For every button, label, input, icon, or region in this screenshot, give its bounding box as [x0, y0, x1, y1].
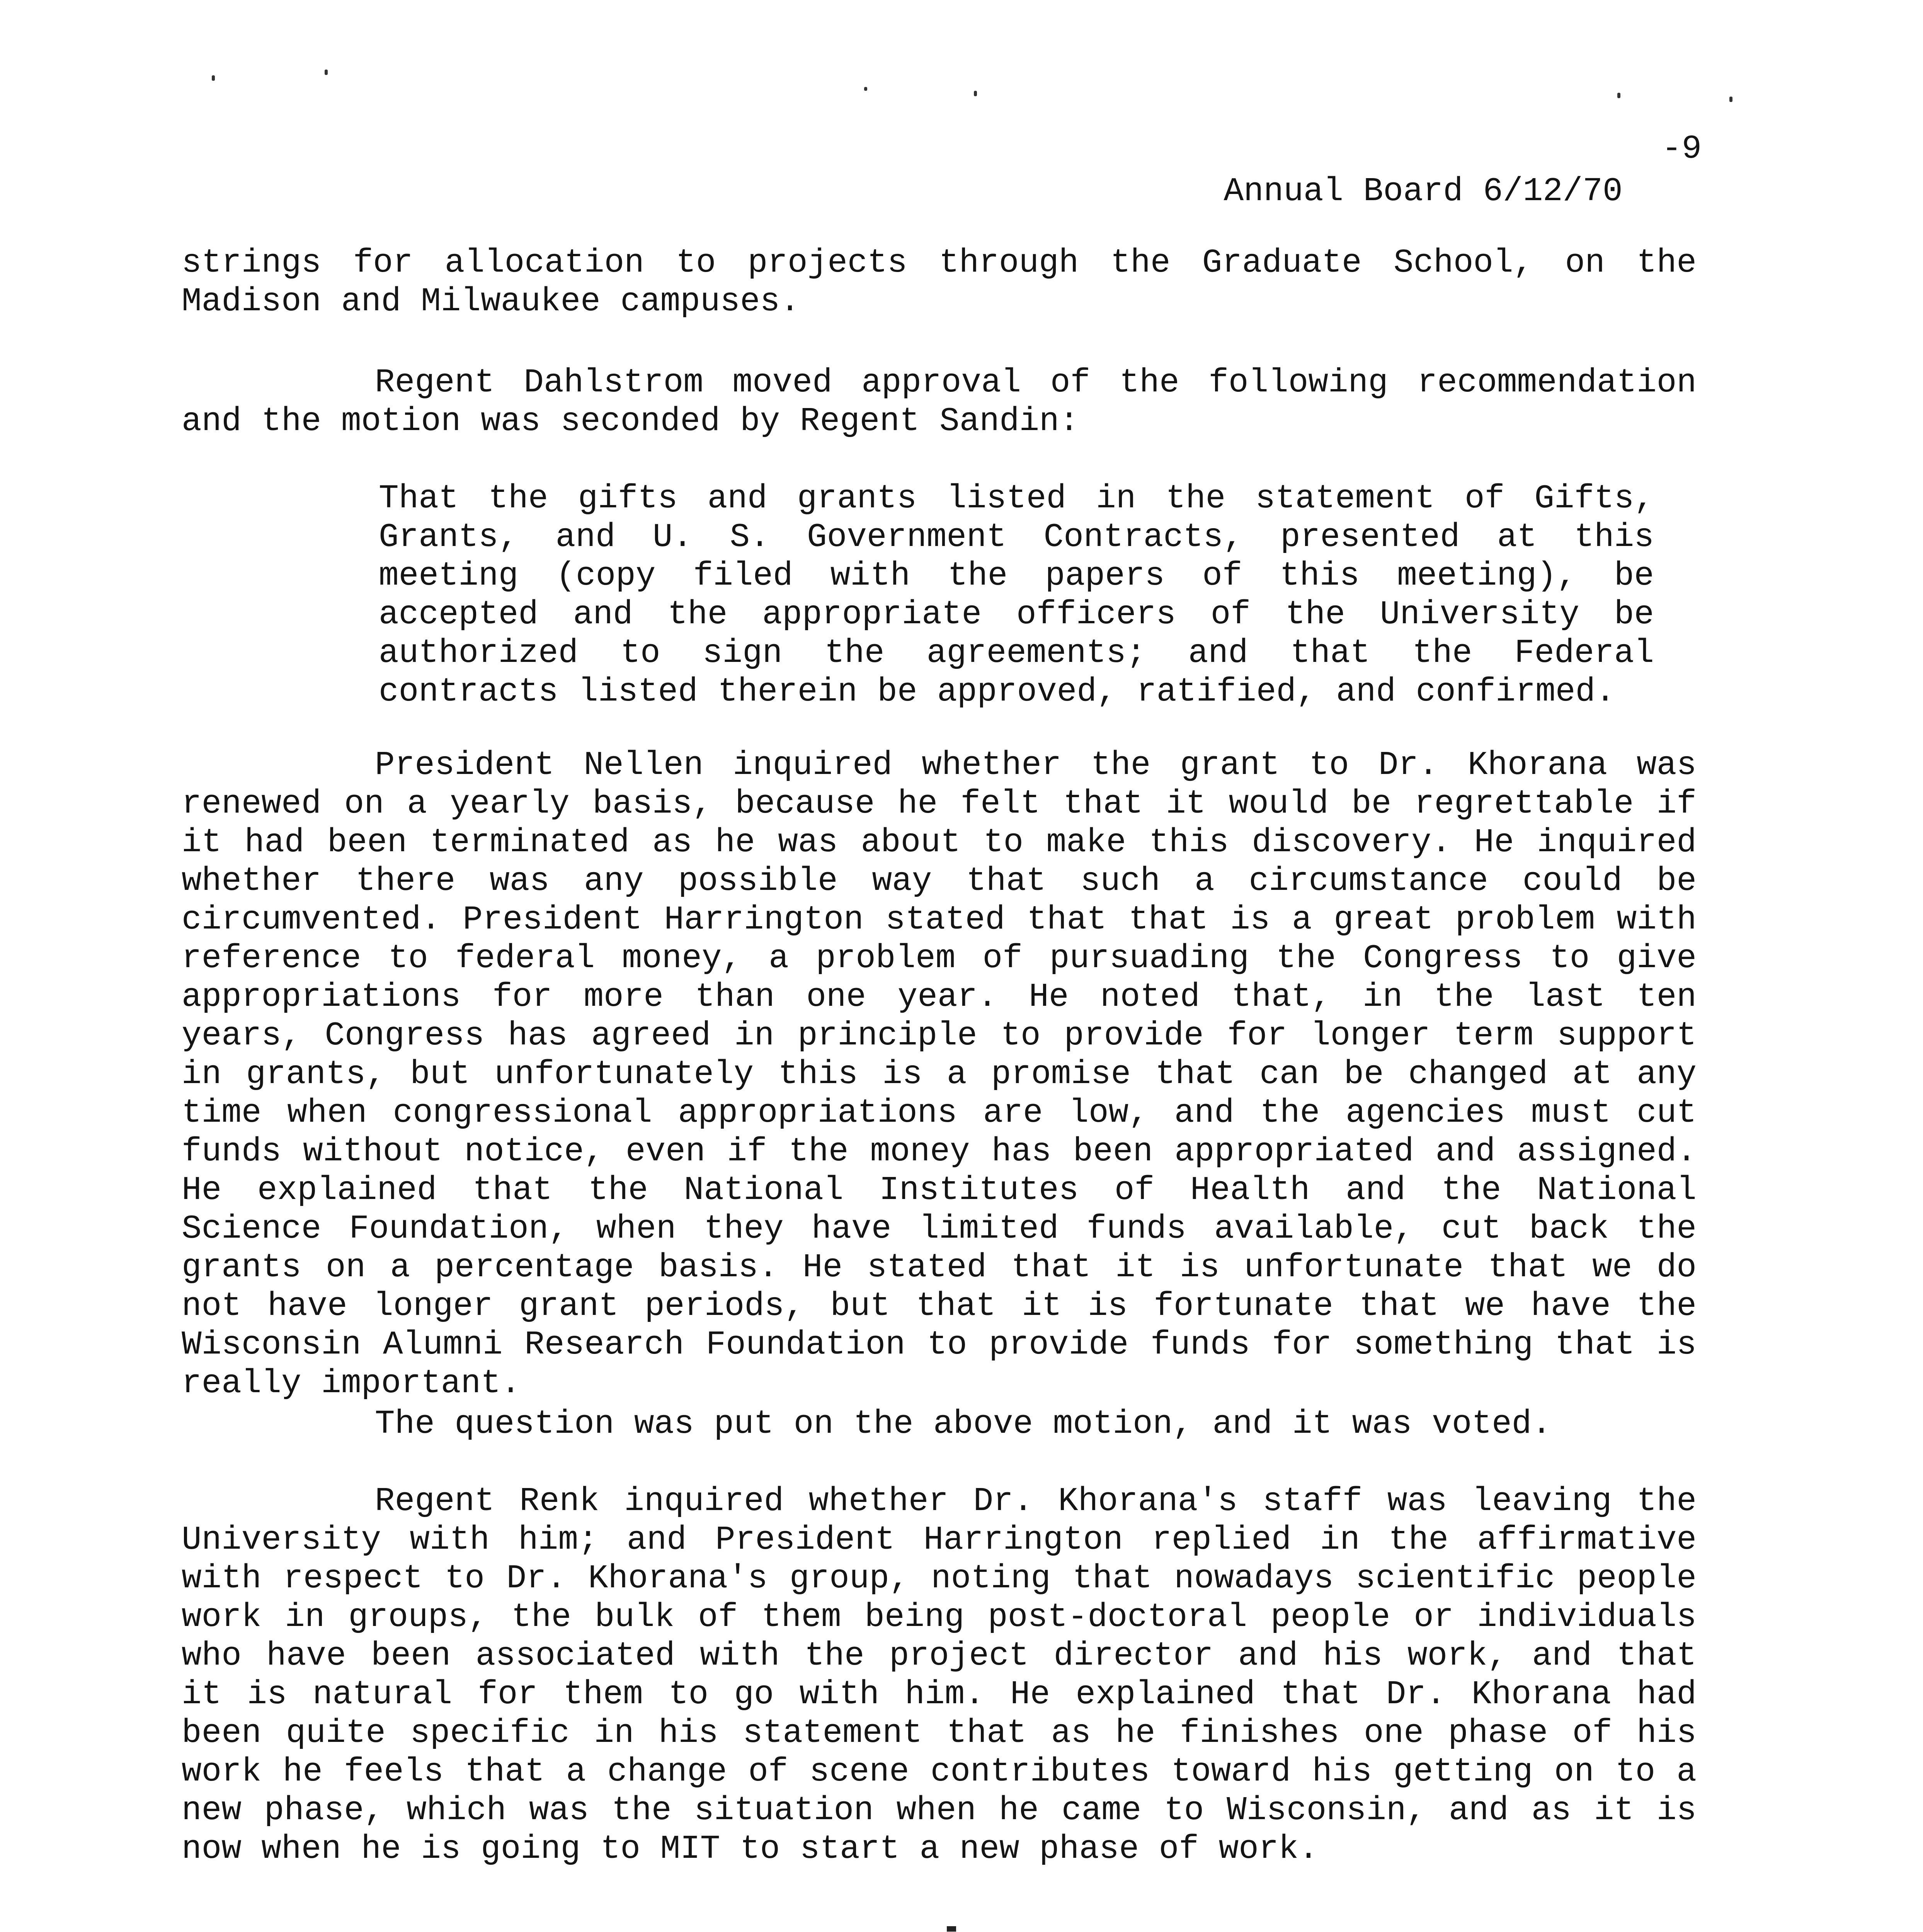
scan-speck [974, 91, 977, 96]
resolution-text: That the gifts and grants listed in the statement of Gifts, Grants, and U. S. Government Contracts, presented at this meeting (copy filed with the papers of this meeting), be accepted and the appropriate officers of the University be authorized to sign the agreements; and that the Federal contracts listed therein be approved, ratified, and confirmed. [379, 480, 1654, 711]
paragraph-vote: The question was put on the above motion, and it was voted. [375, 1405, 1552, 1443]
scan-speck [1729, 97, 1732, 102]
paragraph-motion: Regent Dahlstrom moved approval of the following recommendation and the motion was seconded by Regent Sandin: [182, 364, 1697, 440]
scan-speck [864, 87, 867, 91]
section-separator [947, 1926, 956, 1932]
paragraph-staff: Regent Renk inquired whether Dr. Khorana's staff was leaving the University with him; and President Harrington replied in the affirmative with respect to Dr. Khorana's group, noting that nowadays scientific people work in groups, the bulk of them being post-doctoral people or individuals who have been associated with the project director and his work, and that it is natural for them to go with him. He explained that Dr. Khorana had been quite specific in his statement that as he finishes one phase of his work he feels that a change of scene contributes toward his getting on to a new phase, which was the situation when he came to Wisconsin, and as it is now when he is going to MIT to start a new phase of work. [182, 1482, 1697, 1868]
paragraph-discussion: President Nellen inquired whether the grant to Dr. Khorana was renewed on a yearly basis, because he felt that it would be regrettable if it had been terminated as he was about to make this discovery. He inquired whether there was any possible way that such a circumstance could be circumvented. President Harrington stated that that is a great problem with reference to federal money, a problem of pursuading the Congress to give appropriations for more than one year. He noted that, in the last ten years, Congress has agreed in principle to provide for longer term support in grants, but unfortunately this is a promise that can be changed at any time when congressional appropriations are low, and the agencies must cut funds without notice, even if the money has been appropriated and assigned. He explained that the National Institutes of Health and the National Science Foundation, when they have limited funds available, cut back the grants on a percentage basis. He stated that it is unfortunate that we do not have longer grant periods, but that it is fortunate that we have the Wisconsin Alumni Research Foundation to provide funds for something that is really important. [182, 746, 1697, 1402]
paragraph-continuation: strings for allocation to projects through the Graduate School, on the Madison and Milwaukee campuses. [182, 244, 1697, 320]
scan-speck [212, 75, 215, 81]
header-title: Annual Board 6/12/70 [1224, 172, 1623, 210]
scan-speck [1617, 93, 1620, 98]
header-page-number: -9 [1662, 130, 1702, 168]
scan-speck [325, 70, 328, 75]
